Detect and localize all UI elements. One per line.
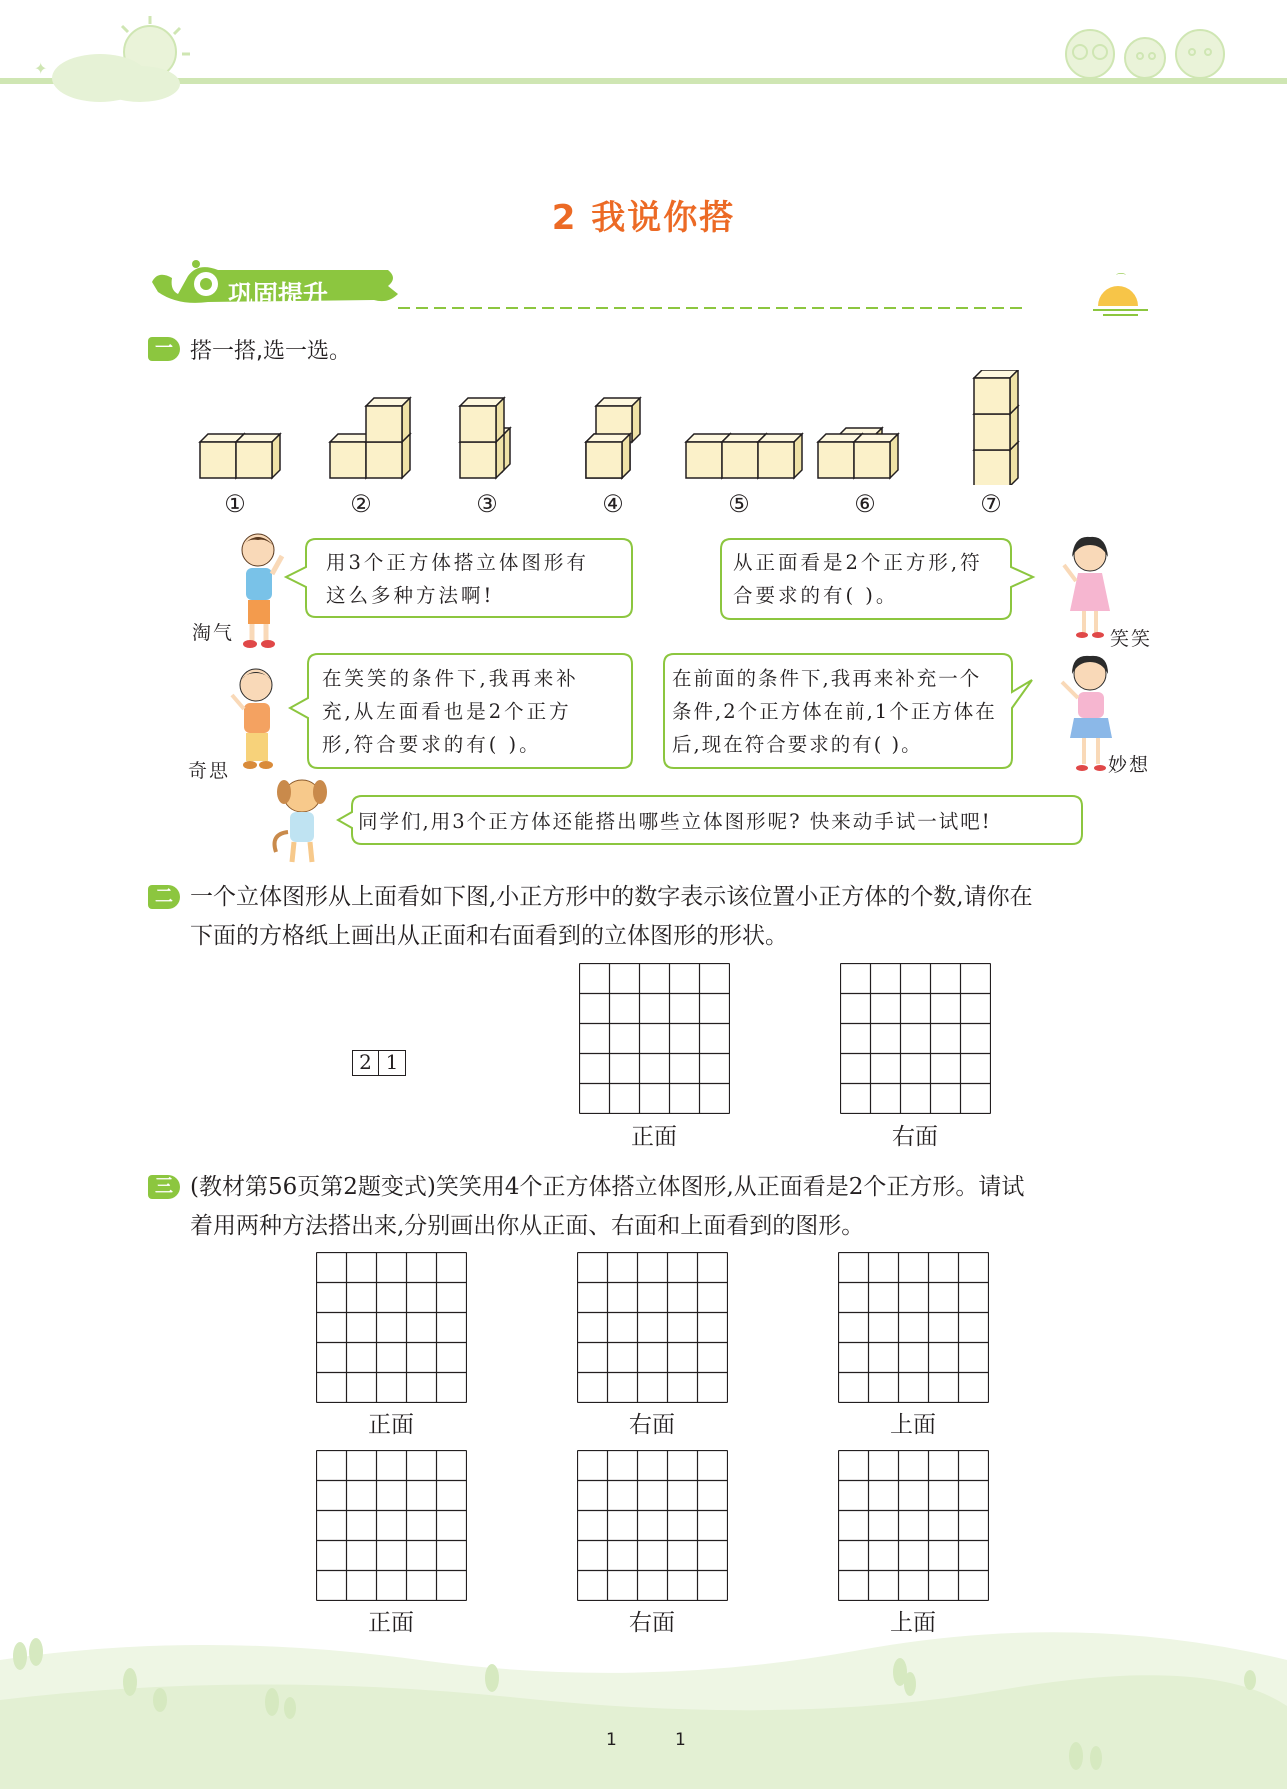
grid-label-front: 正面 xyxy=(631,1124,677,1150)
grid-paper-front-1[interactable] xyxy=(316,1252,467,1403)
question-badge-1: 一 xyxy=(148,337,180,361)
cube-figure-7 xyxy=(974,370,1018,485)
cube-figure-5 xyxy=(686,434,802,478)
figure-label-7: ⑦ xyxy=(980,490,1002,518)
svg-text:⌒: ⌒ xyxy=(1116,274,1126,285)
top-view-cell: 2 xyxy=(352,1050,379,1076)
animal-heads-icon xyxy=(1050,20,1250,82)
character-name-taoqi: 淘气 xyxy=(192,622,235,644)
cube-figure-4 xyxy=(586,398,640,478)
character-name-qisi: 奇思 xyxy=(188,760,231,782)
question-badge-3: 三 xyxy=(148,1175,180,1199)
figure-label-6: ⑥ xyxy=(854,490,876,518)
cube-figure-3 xyxy=(460,398,510,478)
question-2-line-1: 一个立体图形从上面看如下图,小正方形中的数字表示该位置小正方体的个数,请你在 xyxy=(190,884,1033,910)
sun-cloud-icon xyxy=(30,10,200,110)
grid-label-front-1: 正面 xyxy=(368,1412,414,1438)
character-name-xiaoxiao: 笑笑 xyxy=(1110,628,1153,650)
cube-figure-6 xyxy=(818,428,898,478)
page-title: 2 我说你搭 xyxy=(551,198,736,238)
grid-paper-top-2[interactable] xyxy=(838,1450,989,1601)
cube-figures xyxy=(190,370,1040,485)
grid-paper-right[interactable] xyxy=(840,963,991,1114)
grid-paper-top-1[interactable] xyxy=(838,1252,989,1403)
character-name-miaoxiang: 妙想 xyxy=(1108,754,1151,776)
grid-paper-front[interactable] xyxy=(579,963,730,1114)
speech-bubble-qisi: 在笑笑的条件下,我再来补 充,从左面看也是2个正方 形,符合要求的有( )。 xyxy=(322,667,579,756)
cube-figure-2 xyxy=(330,398,410,478)
grid-label-right-2: 右面 xyxy=(629,1610,675,1636)
section-label: 巩固提升 xyxy=(228,280,329,309)
speech-bubble-dog: 同学们,用3个正方体还能搭出哪些立体图形呢? 快来动手试一试吧! xyxy=(358,810,992,833)
grid-label-right-1: 右面 xyxy=(629,1412,675,1438)
grid-paper-front-2[interactable] xyxy=(316,1450,467,1601)
speech-bubble-miaoxiang: 在前面的条件下,我再来补充一个 条件,2个正方体在前,1个正方体在 后,现在符合要求的有( )。 xyxy=(672,667,997,756)
grid-label-front-2: 正面 xyxy=(368,1610,414,1636)
question-3-line-2: 着用两种方法搭出来,分别画出你从正面、右面和上面看到的图形。 xyxy=(190,1213,865,1239)
figure-label-5: ⑤ xyxy=(728,490,750,518)
grid-label-top-2: 上面 xyxy=(890,1610,936,1636)
boy-qisi-illustration xyxy=(226,665,292,775)
cube-figure-1 xyxy=(200,434,280,478)
grid-label-top-1: 上面 xyxy=(890,1412,936,1438)
question-1-text: 搭一搭,选一选。 xyxy=(190,339,351,364)
grid-paper-right-2[interactable] xyxy=(577,1450,728,1601)
boy-taoqi-illustration xyxy=(230,530,290,650)
speech-bubble-taoqi: 用3个正方体搭立体图形有 这么多种方法啊! xyxy=(326,551,589,607)
question-2-line-2: 下面的方格纸上画出从正面和右面看到的立体图形的形状。 xyxy=(190,923,788,949)
figure-label-3: ③ xyxy=(476,490,498,518)
speech-bubble-xiaoxiao: 从正面看是2个正方形,符 合要求的有( )。 xyxy=(733,551,983,607)
footer-landscape xyxy=(0,1620,1287,1789)
figure-label-1: ① xyxy=(224,490,246,518)
top-view-cell: 1 xyxy=(379,1050,406,1076)
dog-illustration xyxy=(266,772,336,868)
page-number-right: 1 xyxy=(675,1730,686,1750)
question-badge-2: 二 xyxy=(148,885,180,909)
grid-paper-right-1[interactable] xyxy=(577,1252,728,1403)
figure-label-2: ② xyxy=(350,490,372,518)
top-view-diagram xyxy=(352,1050,406,1076)
grid-label-right: 右面 xyxy=(892,1124,938,1150)
figure-label-4: ④ xyxy=(602,490,624,518)
question-3-line-1: (教材第56页第2题变式)笑笑用4个正方体搭立体图形,从正面看是2个正方形。请试 xyxy=(190,1174,1025,1200)
page-number-left: 1 xyxy=(606,1730,617,1750)
svg-text:✦: ✦ xyxy=(34,59,48,78)
